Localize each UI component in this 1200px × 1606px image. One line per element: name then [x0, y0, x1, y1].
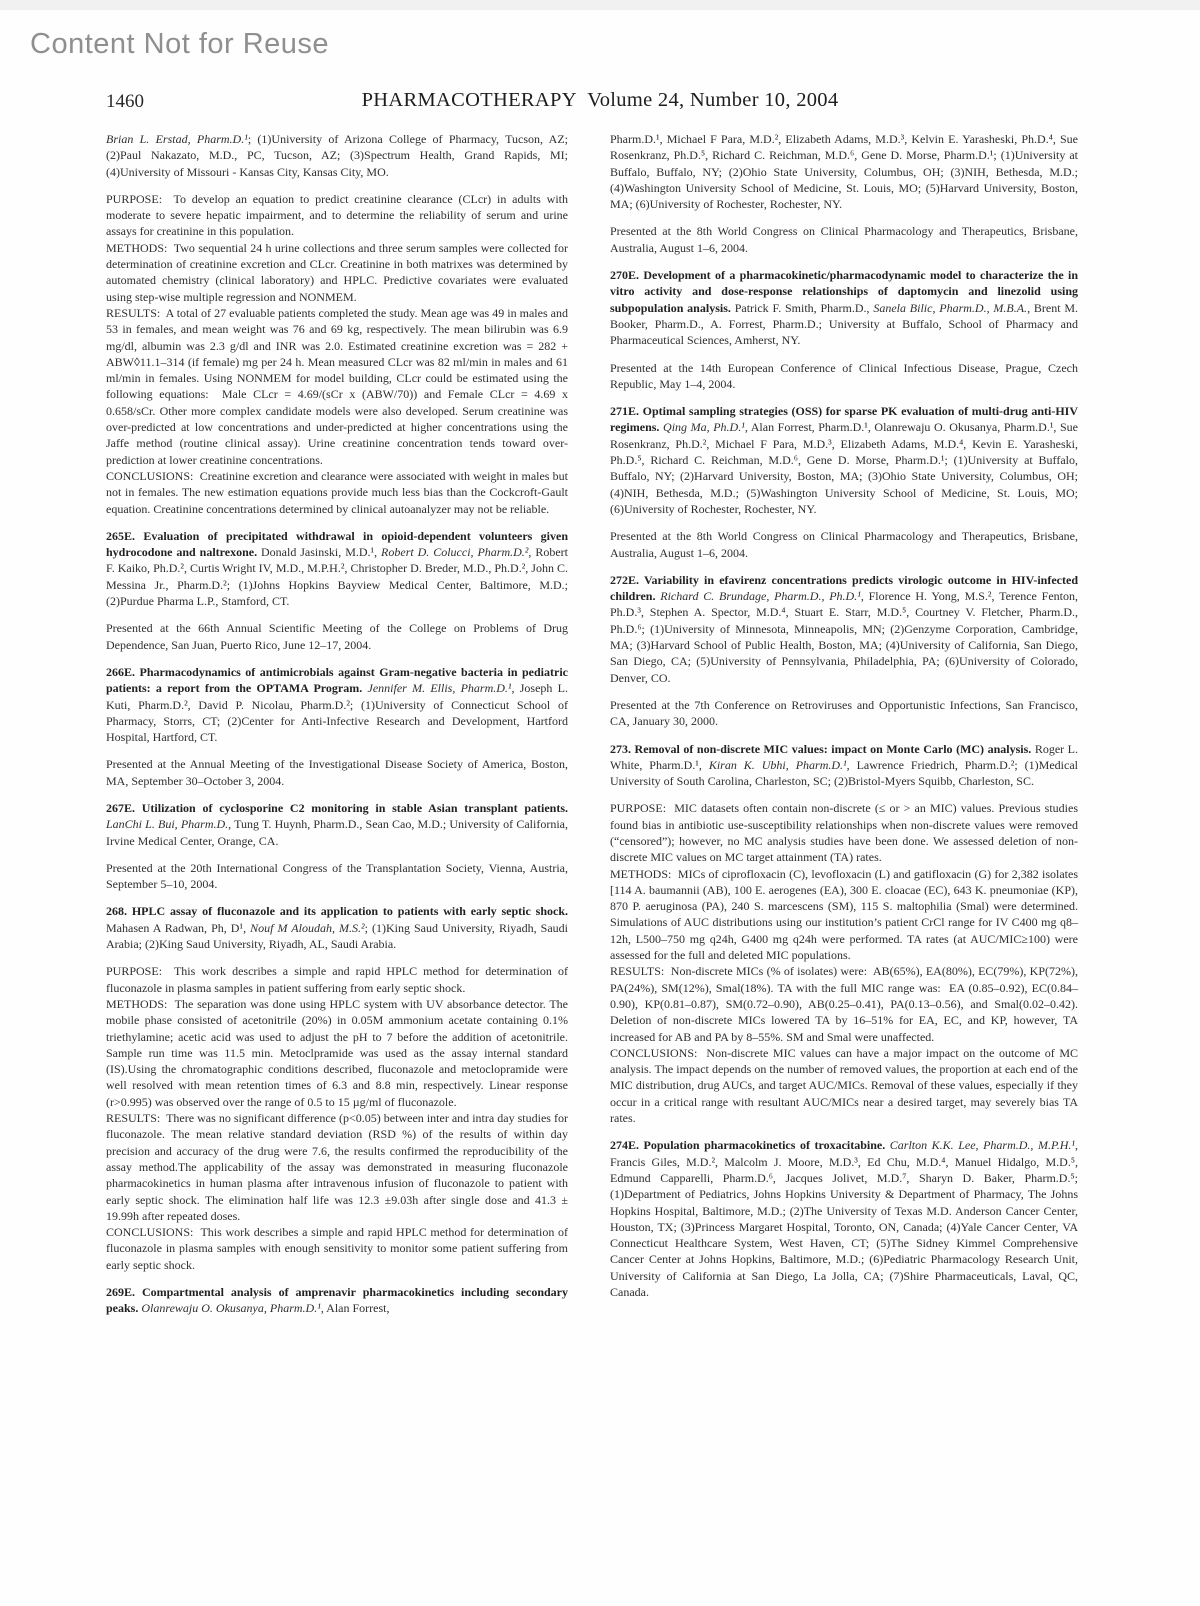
presented-at-paragraph: [610, 697, 1078, 730]
text-run: , Florence H. Yong, M.S.², Terence Fenton, Ph.D.³, Stephen A. Spector, M.D.⁴, Stuart E. Starr, M.D.⁵, Courtney V. Fletcher, Pharm.D., Ph.D.⁶; (1)University of Minnesota, Minneapolis, MN; (2)Genzyme Corporation, Cambridge, MA; (3)Harvard School of Public Health, Boston, MA; (4)University of California, San Diego, San Diego, CA; (5)University of Pennsylvania, Philadelphia, PA; (6)University of Colorado, Denver, CO.: [610, 589, 1078, 685]
column-right: [610, 131, 1078, 1300]
abstract-heading-paragraph: [610, 403, 1078, 517]
presented-at-paragraph: [106, 860, 568, 893]
abstract-section-paragraph: [106, 996, 568, 1110]
text-run: Nouf M Aloudah, M.S.²: [250, 920, 365, 935]
abstract-heading-paragraph: [610, 267, 1078, 348]
abstract-section-paragraph: [106, 1224, 568, 1273]
text-run: CONCLUSIONS: Creatinine excretion and clearance were associated with weight in males but not in females. The new estimation equations provide much less bias than the Cockcroft-Gault equation. Creatinine concentrations determined by clinical autoanalyzer may not be reliable.: [106, 468, 568, 516]
presented-at-paragraph: [106, 620, 568, 653]
page-number: 1460: [106, 91, 144, 112]
abstract-heading-paragraph: [610, 572, 1078, 686]
presented-at-paragraph: [106, 756, 568, 789]
text-run: Brian L. Erstad, Pharm.D.¹: [106, 132, 248, 146]
text-run: Presented at the 20th International Congress of the Transplantation Society, Vienna, Austria, September 5–10, 2004.: [106, 860, 568, 892]
abstract-section-paragraph: [106, 468, 568, 517]
text-run: Roger L. White, Pharm.D.¹,: [610, 741, 1079, 772]
abstract-section-paragraph: [106, 240, 568, 305]
presented-at-paragraph: [610, 528, 1078, 561]
text-run: Donald Jasinski, M.D.¹,: [261, 545, 382, 560]
text-run: Patrick F. Smith, Pharm.D.,: [734, 300, 874, 315]
text-run: METHODS: Two sequential 24 h urine collections and three serum samples were collected for determination of creatinine excretion and CLcr. Creatinine in both matrixes was determined by automated chemistry (clinical laboratory) and HPLC. Predictive covariates were evaluated using step-wise multiple regression and NONMEM.: [106, 240, 568, 304]
text-run: Qing Ma, Ph.D.¹: [663, 420, 745, 435]
column-left: [106, 131, 568, 1317]
text-run: Mahasen A Radwan, Ph, D¹,: [106, 920, 251, 935]
text-run: 274E. Population pharmacokinetics of troxacitabine.: [610, 1138, 890, 1153]
abstract-section-paragraph: [106, 191, 568, 240]
text-run: , Brent M. Booker, Pharm.D., A. Forrest, Pharm.D.; University at Buffalo, School of Pharmacy and Pharmaceutical Sciences, Amherst, NY.: [610, 300, 1079, 348]
abstract-section-paragraph: [106, 963, 568, 996]
text-run: 269E. Compartmental analysis of amprenavir pharmacokinetics including secondary peaks.: [106, 1285, 568, 1316]
abstract-heading-paragraph: [106, 903, 568, 952]
abstract-section-paragraph: [610, 1045, 1078, 1126]
text-run: Olanrewaju O. Okusanya, Pharm.D.¹: [141, 1301, 321, 1316]
text-run: 265E. Evaluation of precipitated withdrawal in opioid-dependent volunteers given hydrocodone and naltrexone.: [106, 528, 568, 560]
presented-at-paragraph: [610, 360, 1078, 393]
text-run: RESULTS: A total of 27 evaluable patients completed the study. Mean age was 49 in males and 53 in females, and mean weight was 76 and 69 kg, respectively. The mean bilirubin was 6.9 mg/dl, albumin was 2.3 g/dl and INR was 2.0. Estimated creatinine excretion was = 282 + ABW◊11.1–314 (if female) mg per 24 h. Mean measured CLcr was 82 ml/min in males and 61 ml/min in females. Using NONMEM for model building, CLcr could be estimated using the following equations: Male CLcr = 4.69/(sCr x (ABW/70)) and Female CLcr = 4.69 x 0.658/sCr. Other more complex candidate models were also developed. Serum creatinine was over-predicted at low concentrations and under-predicted at higher concentrations using the Jaffe method (routine clinical assay). Urine creatinine concentration tends toward over-prediction at lower creatinine concentrations.: [106, 305, 568, 467]
text-run: Presented at the Annual Meeting of the Investigational Disease Society of America, Boston, MA, September 30–October 3, 2004.: [106, 757, 568, 788]
abstract-section-paragraph: [610, 800, 1078, 865]
text-run: , Alan Forrest,: [320, 1301, 390, 1316]
text-run: 272E. Variability in efavirenz concentrations predicts virologic outcome in HIV-infected children.: [610, 572, 1078, 604]
watermark-text: Content Not for Reuse: [30, 28, 330, 60]
journal-title: PHARMACOTHERAPY Volume 24, Number 10, 2004: [361, 89, 839, 111]
text-run: 268. HPLC assay of fluconazole and its application to patients with early septic shock.: [106, 904, 568, 919]
text-run: METHODS: The separation was done using HPLC system with UV absorbance detector. The mobile phase consisted of acetonitrile (20%) in 0.05M ammonium acetate containing 0.1% triethylamine; acetic acid was used to adjust the pH to 7 before the addition of acetonitrile. Sample run time was 11.5 min. Metoclpramide was used as the assay internal standard (IS).Using the chromatographic conditions described, fluconazole and metoclopramide were well resolved with mean retention times of 6.3 and 8.8 min, respectively. Linear response (r>0.995) was observed over the range of 0.5 to 15 µg/ml of fluconazole.: [106, 996, 568, 1109]
author-affiliation-paragraph: [610, 131, 1078, 212]
text-run: PURPOSE: This work describes a simple and rapid HPLC method for determination of fluconazole in plasma samples in patient suffering from early septic shock.: [106, 964, 568, 995]
text-run: , Tung T. Huynh, Pharm.D., Sean Cao, M.D.; University of California, Irvine Medical Center, Orange, CA.: [106, 817, 568, 848]
text-run: PURPOSE: MIC datasets often contain non-discrete (≤ or > an MIC) values. Previous studies found bias in antibiotic use-susceptibility relationships when non-discrete values were removed (“censored”); however, no MC analysis studies have been done. We assessed deletion of non-discrete MIC values on MC target attainment (TA) rates.: [610, 801, 1078, 865]
author-affiliation-paragraph: [106, 131, 568, 180]
text-run: RESULTS: There was no significant difference (p<0.05) between inter and intra day studies for fluconazole. The mean relative standard deviation (RSD %) of the results of within day precision and accuracy of the drug were 7.6, the results confirmed the reproducibility of the assay method.The applicability of the assay was demonstrated in measuring fluconazole pharmacokinetics in human plasma after intravenous infusion of fluconazole to patient with early septic shock. The elimination half life was 12.3 ±9.03h after single dose and 41.3 ± 19.99h after repeated doses.: [106, 1111, 568, 1223]
text-run: Sanela Bilic, Pharm.D., M.B.A.: [873, 300, 1028, 315]
text-run: 267E. Utilization of cyclosporine C2 monitoring in stable Asian transplant patients.: [106, 800, 568, 815]
text-run: , Francis Giles, M.D.², Malcolm J. Moore, M.D.³, Ed Chu, M.D.⁴, Manuel Hidalgo, M.D.⁵, Edmund Capparelli, Pharm.D.⁶, Jacques Jolivet, M.D.⁷, Sharyn D. Baker, Pharm.D.⁵; (1)Department of Pediatrics, Johns Hopkins University & Department of Pharmacy, The Johns Hopkins Hospital, Baltimore, M.D.; (2)The University of Texas M.D. Anderson Cancer Center, Houston, TX; (3)Princess Margaret Hospital, Toronto, ON, Canada; (4)Yale Cancer Center, VA Connecticut Healthcare System, West Haven, CT; (5)The Sidney Kimmel Comprehensive Cancer Center at Johns Hopkins, Baltimore, M.D.; (6)Pediatric Pharmacology Research Unit, University of California at San Diego, La Jolla, CA; (7)Shire Pharmaceuticals, Laval, QC, Canada.: [610, 1138, 1078, 1299]
text-run: , Alan Forrest, Pharm.D.¹, Olanrewaju O. Okusanya, Pharm.D.¹, Sue Rosenkranz, Ph.D.², Michael F Para, M.D.³, Elizabeth Adams, M.D.⁴, Kevin E. Yarasheski, Ph.D.⁵, Richard C. Reichman, M.D.⁶, Gene D. Morse, Pharm.D.¹; (1)University at Buffalo, Buffalo, NY; (2)Harvard University, Boston, MA; (3)Ohio State University, Columbus, OH; (4)NIH, Bethesda, M.D.; (5)Washington University School of Medicine, St. Louis, MO; (6)University of Rochester, Rochester, NY.: [610, 420, 1079, 516]
text-run: ; (1)University of Arizona College of Pharmacy, Tucson, AZ; (2)Paul Nakazato, M.D., PC, Tucson, AZ; (3)Spectrum Health, Grand Rapids, MI; (4)University of Missouri - Kansas City, Kansas City, MO.: [106, 132, 568, 179]
text-run: RESULTS: Non-discrete MICs (% of isolates) were: AB(65%), EA(80%), EC(79%), KP(72%), PA(24%), SM(12%), Smal(18%). TA with the full MIC range was: EA (0.85–0.92), EC(0.84–0.90), KP(0.81–0.87), SM(0.72–0.90), AB(0.25–0.41), PA(0.13–0.56), and Smal(0.02–0.42). Deletion of non-discrete MICs lowered TA by 16–51% for EA, EC, and KP, however, TA increased for AB and PA by 8–55%. SM and Smal were unaffected.: [610, 964, 1078, 1044]
text-run: CONCLUSIONS: Non-discrete MIC values can have a major impact on the outcome of MC analysis. The impact depends on the number of removed values, the proportion at each end of the MIC distribution, drug AUCs, and target AUC/MICs. Removal of these values, especially if they occur in a critical range with resultant AUC/MICs near a desired target, may severely bias TA rates.: [610, 1045, 1078, 1126]
text-run: 273. Removal of non-discrete MIC values: impact on Monte Carlo (MC) analysis.: [610, 741, 1035, 756]
abstract-section-paragraph: [610, 963, 1078, 1044]
text-run: Presented at the 8th World Congress on Clinical Pharmacology and Therapeutics, Brisbane, Australia, August 1–6, 2004.: [610, 224, 1078, 255]
abstract-heading-paragraph: [106, 528, 568, 609]
text-run: Carlton K.K. Lee, Pharm.D., M.P.H.¹: [889, 1138, 1075, 1153]
abstract-heading-paragraph: [106, 1284, 568, 1317]
abstract-section-paragraph: [106, 1110, 568, 1224]
text-run: LanChi L. Bui, Pharm.D.: [106, 817, 229, 832]
text-run: PURPOSE: To develop an equation to predict creatinine clearance (CLcr) in adults with moderate to severe hepatic impairment, and to determine the reliability of serum and urine assays for creatinine in this population.: [106, 191, 568, 239]
text-run: Presented at the 8th World Congress on Clinical Pharmacology and Therapeutics, Brisbane, Australia, August 1–6, 2004.: [610, 529, 1078, 560]
text-run: 270E. Development of a pharmacokinetic/pharmacodynamic model to characterize the in vitro activity and dose-response relationships of daptomycin and linezolid using subpopulation analysis.: [610, 268, 1078, 315]
text-run: Presented at the 7th Conference on Retroviruses and Opportunistic Infections, San Francisco, CA, January 30, 2000.: [610, 697, 1078, 729]
abstract-heading-paragraph: [610, 1137, 1078, 1300]
abstract-section-paragraph: [106, 305, 568, 468]
presented-at-paragraph: [610, 223, 1078, 256]
text-run: , Joseph L. Kuti, Pharm.D.², David P. Nicolau, Pharm.D.²; (1)University of Connecticut School of Pharmacy, Storrs, CT; (2)Center for Anti-Infective Research and Development, Hartford Hospital, Hartford, CT.: [106, 681, 568, 745]
abstract-section-paragraph: [610, 866, 1078, 964]
abstract-heading-paragraph: [610, 741, 1078, 790]
text-run: Richard C. Brundage, Pharm.D., Ph.D.¹: [660, 589, 861, 604]
text-run: 266E. Pharmacodynamics of antimicrobials against Gram-negative bacteria in pediatric patients: a report from the OPTAMA Program.: [106, 664, 568, 696]
abstract-heading-paragraph: [106, 664, 568, 745]
text-run: , Lawrence Friedrich, Pharm.D.²; (1)Medical University of South Carolina, Charleston, SC; (2)Bristol-Myers Squibb, Charleston, SC.: [610, 757, 1078, 789]
text-run: Robert D. Colucci, Pharm.D.²: [381, 545, 529, 560]
abstract-heading-paragraph: [106, 800, 568, 849]
text-run: Presented at the 14th European Conference of Clinical Infectious Disease, Prague, Czech Republic, May 1–4, 2004.: [610, 360, 1078, 391]
text-run: Kiran K. Ubhi, Pharm.D.¹: [708, 757, 847, 772]
text-run: Pharm.D.¹, Michael F Para, M.D.², Elizabeth Adams, M.D.³, Kelvin E. Yarasheski, Ph.D.⁴, Sue Rosenkranz, Ph.D.⁵, Richard C. Reichman, M.D.⁶, Gene D. Morse, Pharm.D.¹; (1)University at Buffalo, Buffalo, NY; (2)Ohio State University, Columbus, OH; (3)NIH, Bethesda, M.D.; (4)Washington University School of Medicine, St. Louis, MO; (5)Harvard University, Boston, MA; (6)University of Rochester, Rochester, NY.: [610, 132, 1078, 212]
text-run: CONCLUSIONS: This work describes a simple and rapid HPLC method for determination of fluconazole in plasma samples with enough sensitivity to monitor some patient suffering from early septic shock.: [106, 1225, 568, 1272]
text-run: METHODS: MICs of ciprofloxacin (C), levofloxacin (L) and gatifloxacin (G) for 2,382 isolates [114 A. baumannii (AB), 100 E. aerogenes (EA), 300 E. cloacae (EC), 643 K. pneumoniae (KP), 870 P. aeruginosa (PA), 240 S. marcescens (SM), 115 S. maltophilia (Smal) were determined. Simulations of AUC distributions using our institution’s patient CrCl range for IV C400 mg q8–12h, L500–750 mg q24h, G400 mg q24h were performed. TA rates (at AUC/MIC≥100) were assessed for the full and deleted MIC populations.: [610, 866, 1078, 963]
text-run: ; (1)King Saud University, Riyadh, Saudi Arabia; (2)King Saud University, Riyadh, AL, Saudi Arabia.: [106, 920, 569, 952]
scan-edge-band: [0, 0, 1200, 10]
text-run: Presented at the 66th Annual Scientific Meeting of the College on Problems of Drug Dependence, San Juan, Puerto Rico, June 12–17, 2004.: [106, 621, 568, 652]
text-run: , Robert F. Kaiko, Ph.D.², Curtis Wright IV, M.D., M.P.H.², Christopher D. Breder, M.D., Ph.D.², John C. Messina Jr., Pharm.D.²; (1)Johns Hopkins Bayview Medical Center, Baltimore, M.D.; (2)Purdue Pharma L.P., Stamford, CT.: [106, 545, 568, 609]
text-run: 271E. Optimal sampling strategies (OSS) for sparse PK evaluation of multi-drug anti-HIV regimens.: [610, 404, 1078, 435]
text-run: Jennifer M. Ellis, Pharm.D.¹: [367, 681, 512, 696]
